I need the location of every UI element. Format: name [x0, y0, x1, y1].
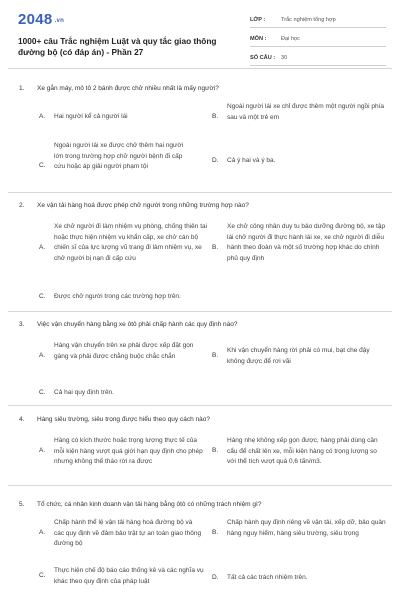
question-stem: Xe vận tải hàng hoá được phép chở người trong những trường hợp nào? [37, 202, 249, 209]
option-text: Cả hai quy định trên. [54, 389, 114, 396]
question-divider [8, 192, 392, 193]
option-letter: D. [212, 157, 219, 164]
meta-value: Đại học [281, 35, 300, 42]
option-letter: C. [39, 162, 46, 169]
option-letter: B. [212, 244, 219, 251]
meta-key: LỚP : [250, 16, 266, 23]
option-text: Hai người kể cả người lái [54, 113, 128, 120]
question-stem: Xe gắn máy, mô tô 2 bánh được chở nhiều nhất là mấy người? [37, 85, 219, 92]
option-text: Ngoài người lái xe được chở thêm hai người lớn trong trường hợp chở người bệnh đi cấp cứu hoặc áp giải người phạm tội [54, 142, 184, 170]
option-letter: C. [39, 293, 46, 300]
option-text: Hàng nhẹ không xếp gọn được, hàng phải dùng cần cẩu để chất lên xe, mỗi kiện hàng có trọng lượng so với thể tích vượt quá 0,6 tấn/m3. [227, 437, 378, 465]
question-divider [8, 485, 392, 486]
meta-value: Trắc nghiệm tổng hợp [281, 16, 336, 23]
option-letter: B. [212, 352, 219, 359]
option-text: Chấp hành quy định riêng về vận tải, xếp dỡ, bảo quản hàng nguy hiểm, hàng siêu trường, siêu trọng [227, 519, 386, 537]
option-letter: D. [212, 574, 219, 581]
option-letter: B. [212, 447, 219, 454]
option-text: Xe chở công nhân duy tu bảo dưỡng đường bộ, xe tập lái chở người đi thực hành lái xe, xe chở người đi diễu hành theo đoàn và một số trường hợp khác do chính phủ quy định [227, 223, 386, 262]
option-letter: B. [212, 529, 219, 536]
meta-key: SỐ CÂU : [250, 54, 276, 61]
question-text [19, 415, 389, 424]
option-letter: A. [39, 244, 46, 251]
option-letter: B. [212, 113, 219, 120]
option-text: Xe chở người đi làm nhiệm vụ phòng, chống thiên tai hoặc thực hiện nhiệm vụ khẩn cấp, xe chở cán bộ chiến sĩ của lực lượng vũ trang đi làm nhiệm vụ, xe chở người bị nạn đi cấp cứu [54, 223, 208, 262]
option-letter: A. [39, 113, 46, 120]
meta-row-count [250, 50, 386, 66]
question-text [19, 320, 389, 329]
meta-table [250, 12, 386, 69]
option-text: Chấp hành thể lệ vận tải hàng hoá đường bộ và các quy định về đảm bảo trật tự an toàn giao thông đường bộ [54, 519, 202, 547]
option-letter: C. [39, 572, 46, 579]
meta-value: 30 [281, 54, 288, 61]
question-text [19, 500, 389, 509]
meta-row-class [250, 12, 386, 28]
site-logo[interactable] [18, 11, 64, 28]
question-stem: Việc vận chuyển hàng bằng xe ôtô phải chấp hành các quy định nào? [37, 321, 238, 328]
page-header [0, 0, 400, 66]
option-text: Hàng vận chuyển trên xe phải được xếp đặt gọn gàng và phải được chằng buộc chắc chắn [54, 342, 194, 360]
option-text: Tất cả các trách nhiệm trên. [227, 574, 308, 581]
question-number: 2. [19, 202, 25, 209]
question-number: 4. [19, 416, 25, 423]
question-divider [8, 405, 392, 406]
logo-tld: .vn [54, 18, 65, 24]
question-text [19, 84, 389, 93]
option-text: Cả ý hai và ý ba. [227, 157, 276, 164]
option-text: Khi vận chuyển hàng rời phải có mui, bạt che đậy không được để rơi vãi [227, 347, 370, 365]
question-number: 1. [19, 85, 25, 92]
option-letter: C. [39, 389, 46, 396]
meta-key: MÔN : [250, 35, 267, 42]
question-divider [8, 311, 392, 312]
option-text: Ngoài người lái xe chỉ được thêm một người ngồi phía sau và một trẻ em [227, 103, 384, 121]
question-number: 3. [19, 321, 25, 328]
option-letter: A. [39, 447, 46, 454]
option-text: Thực hiện chế độ báo cáo thống kê và các nghĩa vụ khác theo quy định của pháp luật [54, 567, 204, 585]
header-divider [8, 68, 392, 69]
question-stem: Tổ chức, cá nhân kinh doanh vận tải hàng bằng ôtô có những trách nhiệm gì? [37, 501, 262, 508]
option-letter: A. [39, 529, 46, 536]
option-text: Hàng có kích thước hoặc trọng lượng thực tế của mỗi kiện hàng vượt quá giới hạn quy định cho phép nhưng không thể tháo rời ra được [54, 437, 203, 465]
meta-row-subject [250, 31, 386, 47]
logo-text: 2048 [18, 11, 53, 28]
option-letter: A. [39, 352, 46, 359]
option-text: Được chở người trong các trường hợp trên. [54, 293, 181, 300]
document-title: 1000+ câu Trắc nghiệm Luật và quy tắc giao thông đường bộ (có đáp án) - Phần 27 [18, 36, 217, 57]
question-number: 5. [19, 501, 25, 508]
question-stem: Hàng siêu trường, siêu trọng được hiểu theo quy cách nào? [37, 416, 210, 423]
question-text [19, 201, 389, 210]
